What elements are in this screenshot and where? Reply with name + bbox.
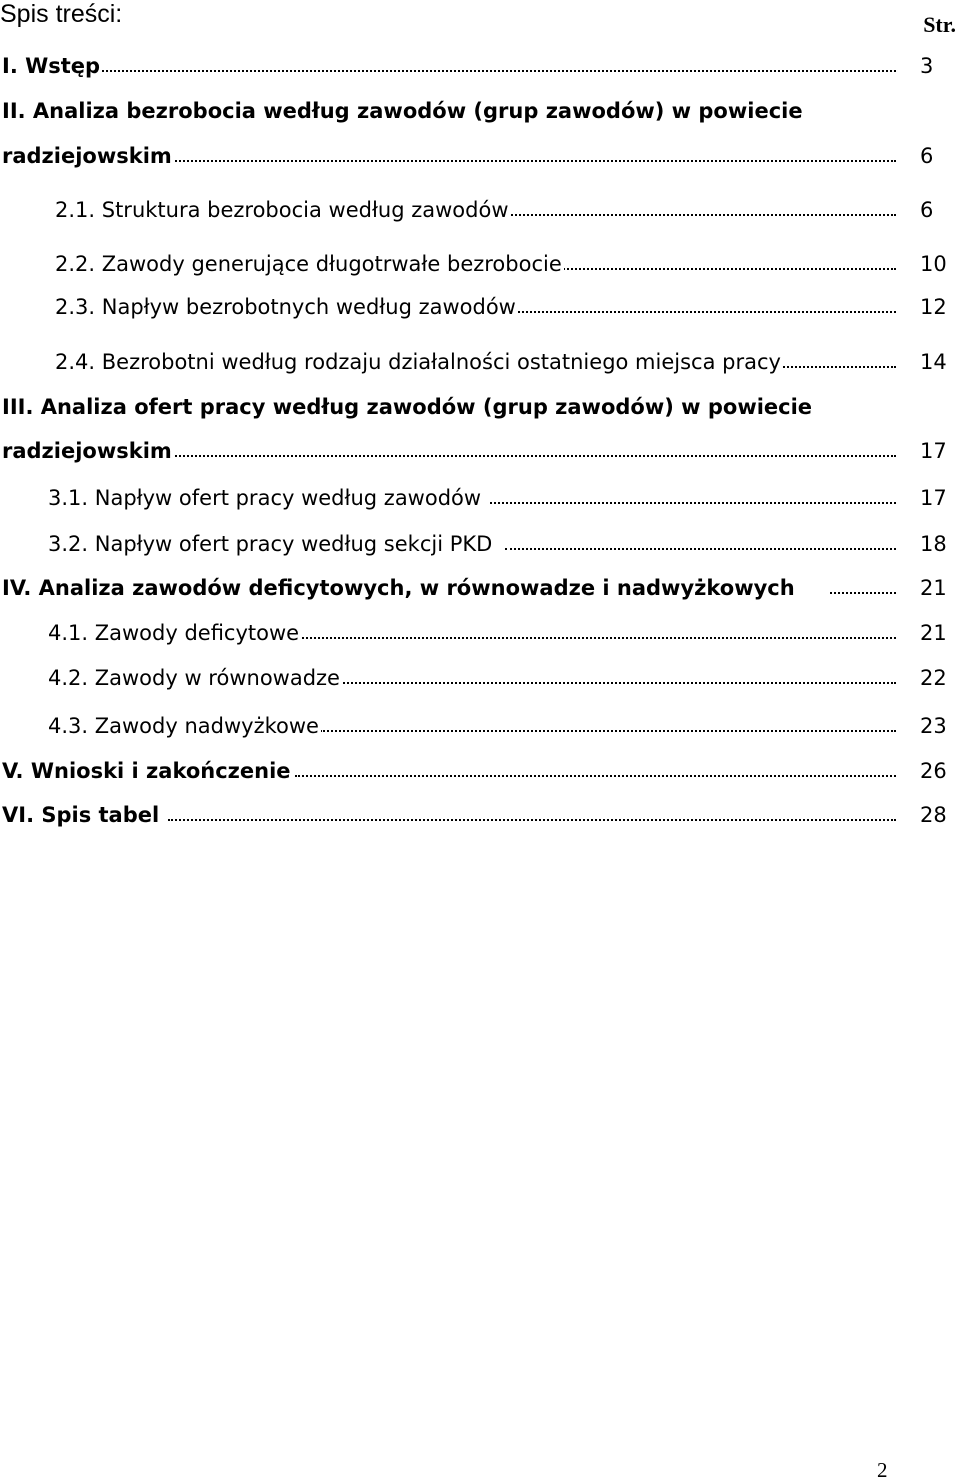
toc-entry-title: 4.1. Zawody deficytowe (48, 621, 300, 645)
dot-leader (830, 592, 896, 594)
toc-entry-page: 3 (920, 54, 934, 78)
dot-leader (90, 70, 896, 72)
toc-entry-page: 17 (920, 486, 947, 510)
toc-entry-page: 17 (920, 439, 947, 463)
toc-entry-page: 21 (920, 621, 947, 645)
dot-leader (172, 455, 896, 457)
toc-entry[interactable] (0, 44, 960, 80)
toc-entry-title: II. Analiza bezrobocia według zawodów (grup zawodów) w powiecie (2, 99, 803, 123)
toc-entry-title: V. Wnioski i zakończenie (2, 759, 291, 783)
toc-entry[interactable] (0, 89, 960, 125)
toc-entry[interactable] (0, 385, 960, 421)
dot-leader (320, 730, 896, 732)
toc-entry[interactable] (0, 340, 960, 376)
toc-entry[interactable] (0, 522, 960, 558)
dot-leader (295, 637, 896, 639)
dot-leader (295, 775, 896, 777)
toc-entry[interactable] (0, 188, 960, 224)
toc-entry[interactable] (0, 793, 960, 829)
toc-entry-page: 6 (920, 198, 934, 222)
toc-entry[interactable] (0, 611, 960, 647)
toc-entry-title: radziejowskim (2, 439, 172, 463)
toc-entry[interactable] (0, 429, 960, 465)
dot-leader (172, 160, 896, 162)
toc-entry[interactable] (0, 242, 960, 278)
dot-leader (500, 214, 896, 216)
toc-entry[interactable] (0, 134, 960, 170)
toc-entry-page: 6 (920, 144, 934, 168)
toc-entry[interactable] (0, 566, 960, 602)
page-number: 2 (877, 1458, 888, 1482)
toc-entry[interactable] (0, 476, 960, 512)
toc-entry-page: 26 (920, 759, 947, 783)
toc-entry-title: 3.1. Napływ ofert pracy według zawodów (48, 486, 482, 510)
toc-entry-page: 14 (920, 350, 947, 374)
toc-entry-title: 2.4. Bezrobotni według rodzaju działalności ostatniego miejsca pracy (55, 350, 781, 374)
dot-leader (490, 502, 896, 504)
dot-leader (340, 682, 896, 684)
dot-leader (505, 548, 896, 550)
toc-entry-title: VI. Spis tabel (2, 803, 160, 827)
toc-entry-page: 28 (920, 803, 947, 827)
toc-entry-title: 2.3. Napływ bezrobotnych według zawodów (55, 295, 516, 319)
page-column-label: Str. (923, 12, 956, 37)
dot-leader (168, 819, 896, 821)
toc-entry-page: 21 (920, 576, 947, 600)
toc-entry-title: IV. Analiza zawodów deficytowych, w równowadze i nadwyżkowych (2, 576, 795, 600)
toc-entry-page: 12 (920, 295, 947, 319)
toc-heading: Spis treści: (0, 0, 123, 28)
toc-entry[interactable] (0, 285, 960, 321)
toc-entry[interactable] (0, 656, 960, 692)
dot-leader (780, 366, 896, 368)
toc-entry-title: radziejowskim (2, 144, 172, 168)
toc-entry-page: 18 (920, 532, 947, 556)
toc-entry[interactable] (0, 749, 960, 785)
toc-entry-title: 4.3. Zawody nadwyżkowe (48, 714, 319, 738)
toc-entry-title: 3.2. Napływ ofert pracy według sekcji PKD (48, 532, 493, 556)
toc-entry-page: 22 (920, 666, 947, 690)
toc-entry-page: 23 (920, 714, 947, 738)
toc-entry-title: 2.2. Zawody generujące długotrwałe bezrobocie (55, 252, 562, 276)
toc-entry[interactable] (0, 704, 960, 740)
toc-entry-title: 2.1. Struktura bezrobocia według zawodów (55, 198, 509, 222)
dot-leader (560, 268, 896, 270)
toc-entry-title: 4.2. Zawody w równowadze (48, 666, 340, 690)
toc-entry-page: 10 (920, 252, 947, 276)
dot-leader (515, 311, 896, 313)
toc-entry-title: III. Analiza ofert pracy według zawodów (grup zawodów) w powiecie (2, 395, 813, 419)
toc-entry-title: I. Wstęp (2, 54, 101, 78)
